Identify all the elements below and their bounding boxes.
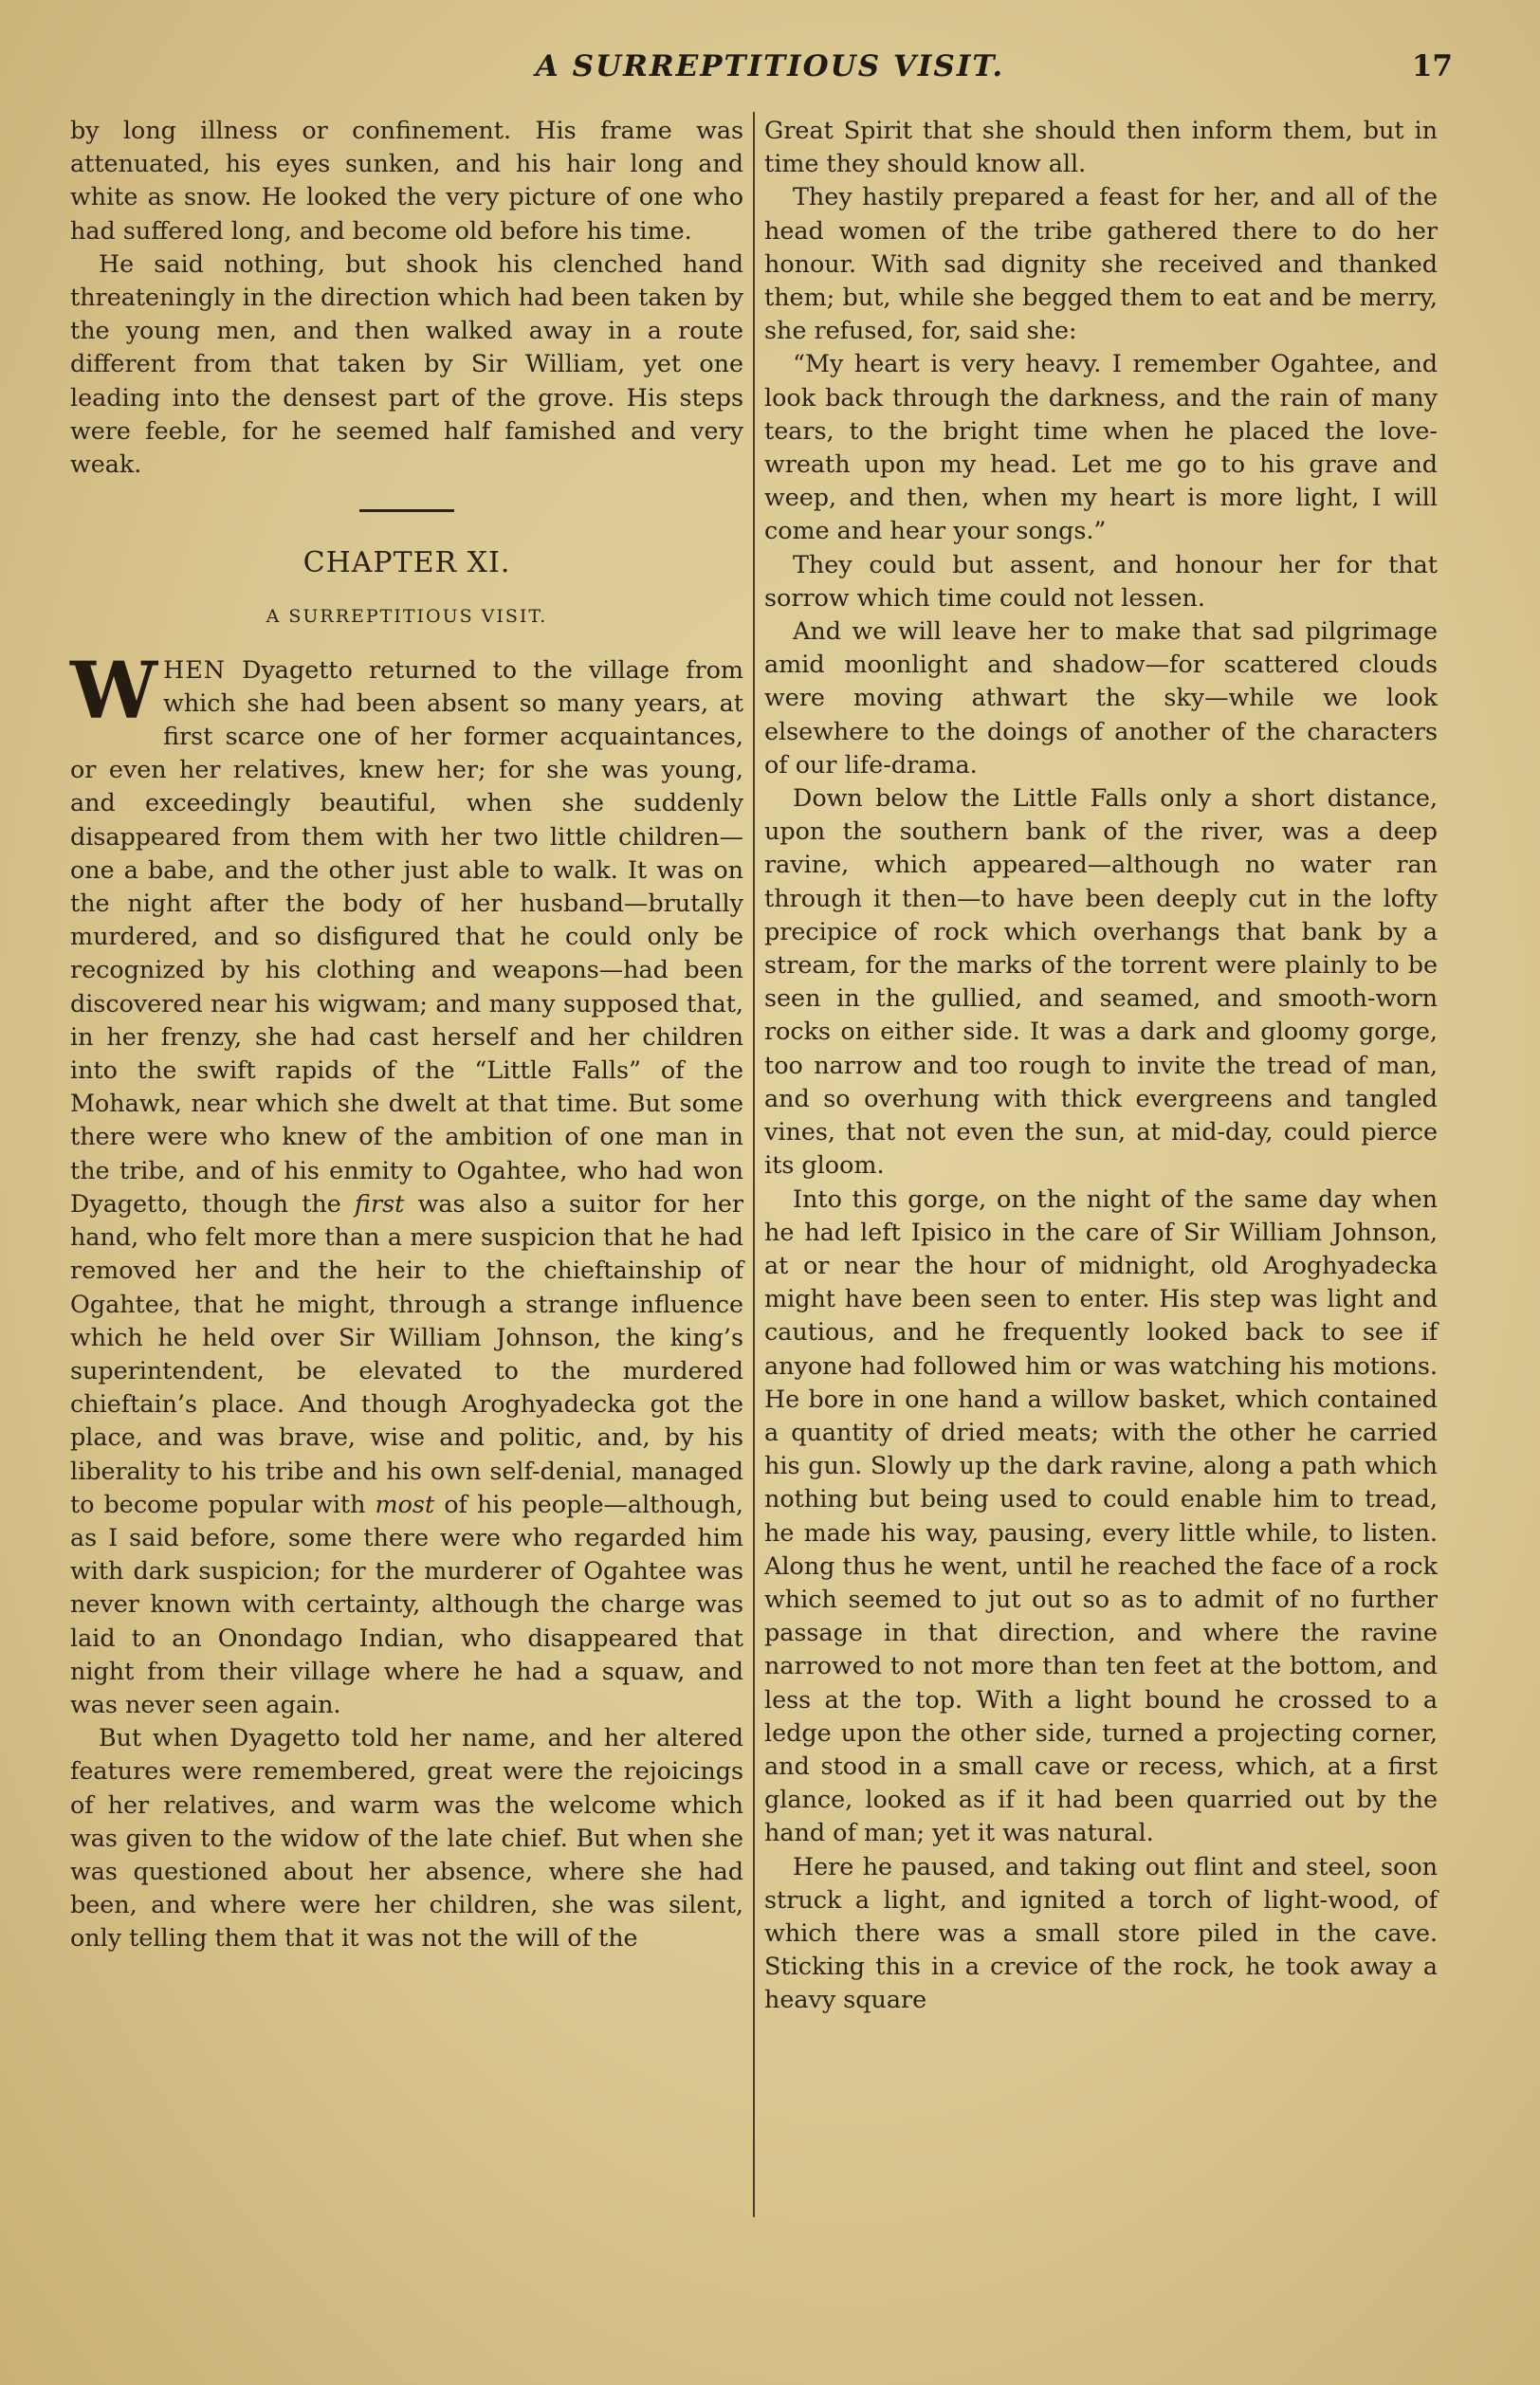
chapter-heading: CHAPTER XI.: [302, 546, 511, 580]
right-paragraph-1: Great Spirit that she should then inform them, but in time they should know all.: [764, 116, 1438, 178]
left-paragraph-3-text-b: was also a suitor for her hand, who felt more than a mere suspicion that he had removed her and the heir to the chieftainship of Ogahtee, that he might, through a strange influence which he held over Sir William Johnson, the king’s superintendent, be elevated to the murdered chieftain’s place. And though Aroghyadecka got the place, and was brave, wise and politic, and, by his liberality to his tribe and his own self-denial, managed to become popular with: [70, 1188, 743, 1518]
running-title: A SURREPTITIOUS VISIT.: [535, 49, 1005, 83]
left-paragraph-1: by long illness or confinement. His frame was attenuated, his eyes sunken, and his hair long and white as snow. He looked the very picture of one who had suffered long, and become old before his time.: [70, 116, 743, 245]
left-column: [70, 114, 743, 1955]
emphasis-first: first: [355, 1188, 405, 1218]
section-divider: [359, 509, 454, 512]
left-paragraph-4: But when Dyagetto told her name, and her altered features were remembered, great were the rejoicings of her relatives, and warm was the welcome which was given to the widow of the late chief. But when she was questioned about her absence, where she had been, and where were her children, she was silent, only telling them that it was not the will of the: [70, 1723, 743, 1953]
right-paragraph-5: And we will leave her to make that sad pilgrimage amid moonlight and shadow—for scattered clouds were moving athwart the sky—while we look elsewhere to the doings of another of the characters of our life-drama.: [764, 616, 1438, 779]
left-paragraph-3-text-a: Dyagetto returned to the village from which she had been absent so many years, at first scarce one of her former acquaintances, or even her relatives, knew her; for she was young, and exceedingly beautiful, when she suddenly disappeared from them with her two little children—one a babe, and the other just able to walk. It was on the night after the body of her husband—brutally murdered, and so disfigured that he could only be recognized by his clothing and weapons—had been discovered near his wigwam; and many supposed that, in her frenzy, she had cast herself and her children into the swift rapids of the “Little Falls” of the Mohawk, near which she dwelt at that time. But some there were who knew of the ambition of one man in the tribe, and of his enmity to Ogahtee, who had won Dyagetto, though the: [70, 654, 743, 1218]
right-paragraph-7: Into this gorge, on the night of the same day when he had left Ipisico in the care of Sir William Johnson, at or near the hour of midnight, old Aroghyadecka might have been seen to enter. His step was light and cautious, and he frequently looked back to see if anyone had followed him or was watching his motions. He bore in one hand a willow basket, which contained a quantity of dried meats; with the other he carried his gun. Slowly up the dark ravine, along a path which nothing but being used to could enable him to tread, he made his way, pausing, every little while, to listen. Along thus he went, until he reached the face of a rock which seemed to jut out so as to admit of no further passage in that direction, and where the ravine narrowed to not more than ten feet at the bottom, and less at the top. With a light bound he crossed to a ledge upon the other side, turned a projecting corner, and stood in a small cave or recess, which, at a first glance, looked as if it had been quarried out by the hand of man; yet it was natural.: [764, 1183, 1438, 1847]
page-number: 17: [1411, 49, 1453, 83]
right-paragraph-2: They hastily prepared a feast for her, and all of the head women of the tribe gathered there to do her honour. With sad dignity she received and thanked them; but, while she begged them to eat and be merry, she refused, for, said she:: [764, 182, 1438, 345]
right-paragraph-4: They could but assent, and honour her for that sorrow which time could not lessen.: [764, 549, 1438, 612]
left-paragraph-3-text-c: of his people—although, as I said before, some there were who regarded him with dark suspicion; for the murderer of Ogahtee was never known with certainty, although the charge was laid to an Onondago Indian, who disappeared that night from their village where he had a squaw, and was never seen again.: [70, 1489, 743, 1718]
right-paragraph-8: Here he paused, and taking out flint and steel, soon struck a light, and ignited a torch of light-wood, of which there was a small store piled in the cave. Sticking this in a crevice of the rock, he took away a heavy square: [764, 1851, 1438, 2014]
chapter-subtitle: A SURREPTITIOUS VISIT.: [266, 606, 548, 628]
right-column: [764, 114, 1438, 2017]
right-paragraph-6: Down below the Little Falls only a short distance, upon the southern bank of the river, was a deep ravine, which appeared—although no water ran through it then—to have been deeply cut in the lofty precipice of rock which overhangs that bank by a stream, for the marks of the torrent were plainly to be seen in the gullied, and seamed, and smooth-worn rocks on either side. It was a dark and gloomy gorge, too narrow and too rough to invite the tread of man, and so overhung with thick evergreens and tangled vines, that not even the sun, at mid-day, could pierce its gloom.: [764, 783, 1438, 1180]
emphasis-most: most: [375, 1489, 435, 1518]
drop-cap: W: [70, 645, 158, 737]
right-paragraph-3: “My heart is very heavy. I remember Ogahtee, and look back through the darkness, and the rain of many tears, to the bright time when he placed the love-wreath upon my head. Let me go to his grave and weep, and then, when my heart is more light, I will come and hear your songs.”: [764, 349, 1438, 545]
opening-caps: HEN: [163, 654, 226, 684]
left-paragraph-3: [70, 645, 743, 1722]
column-rule: [753, 112, 755, 2217]
left-paragraph-2: He said nothing, but shook his clenched hand threateningly in the direction which had been taken by the young men, and then walked away in a route different from that taken by Sir William, yet one leading into the densest part of the grove. His steps were feeble, for he seemed half famished and very weak.: [70, 248, 743, 479]
